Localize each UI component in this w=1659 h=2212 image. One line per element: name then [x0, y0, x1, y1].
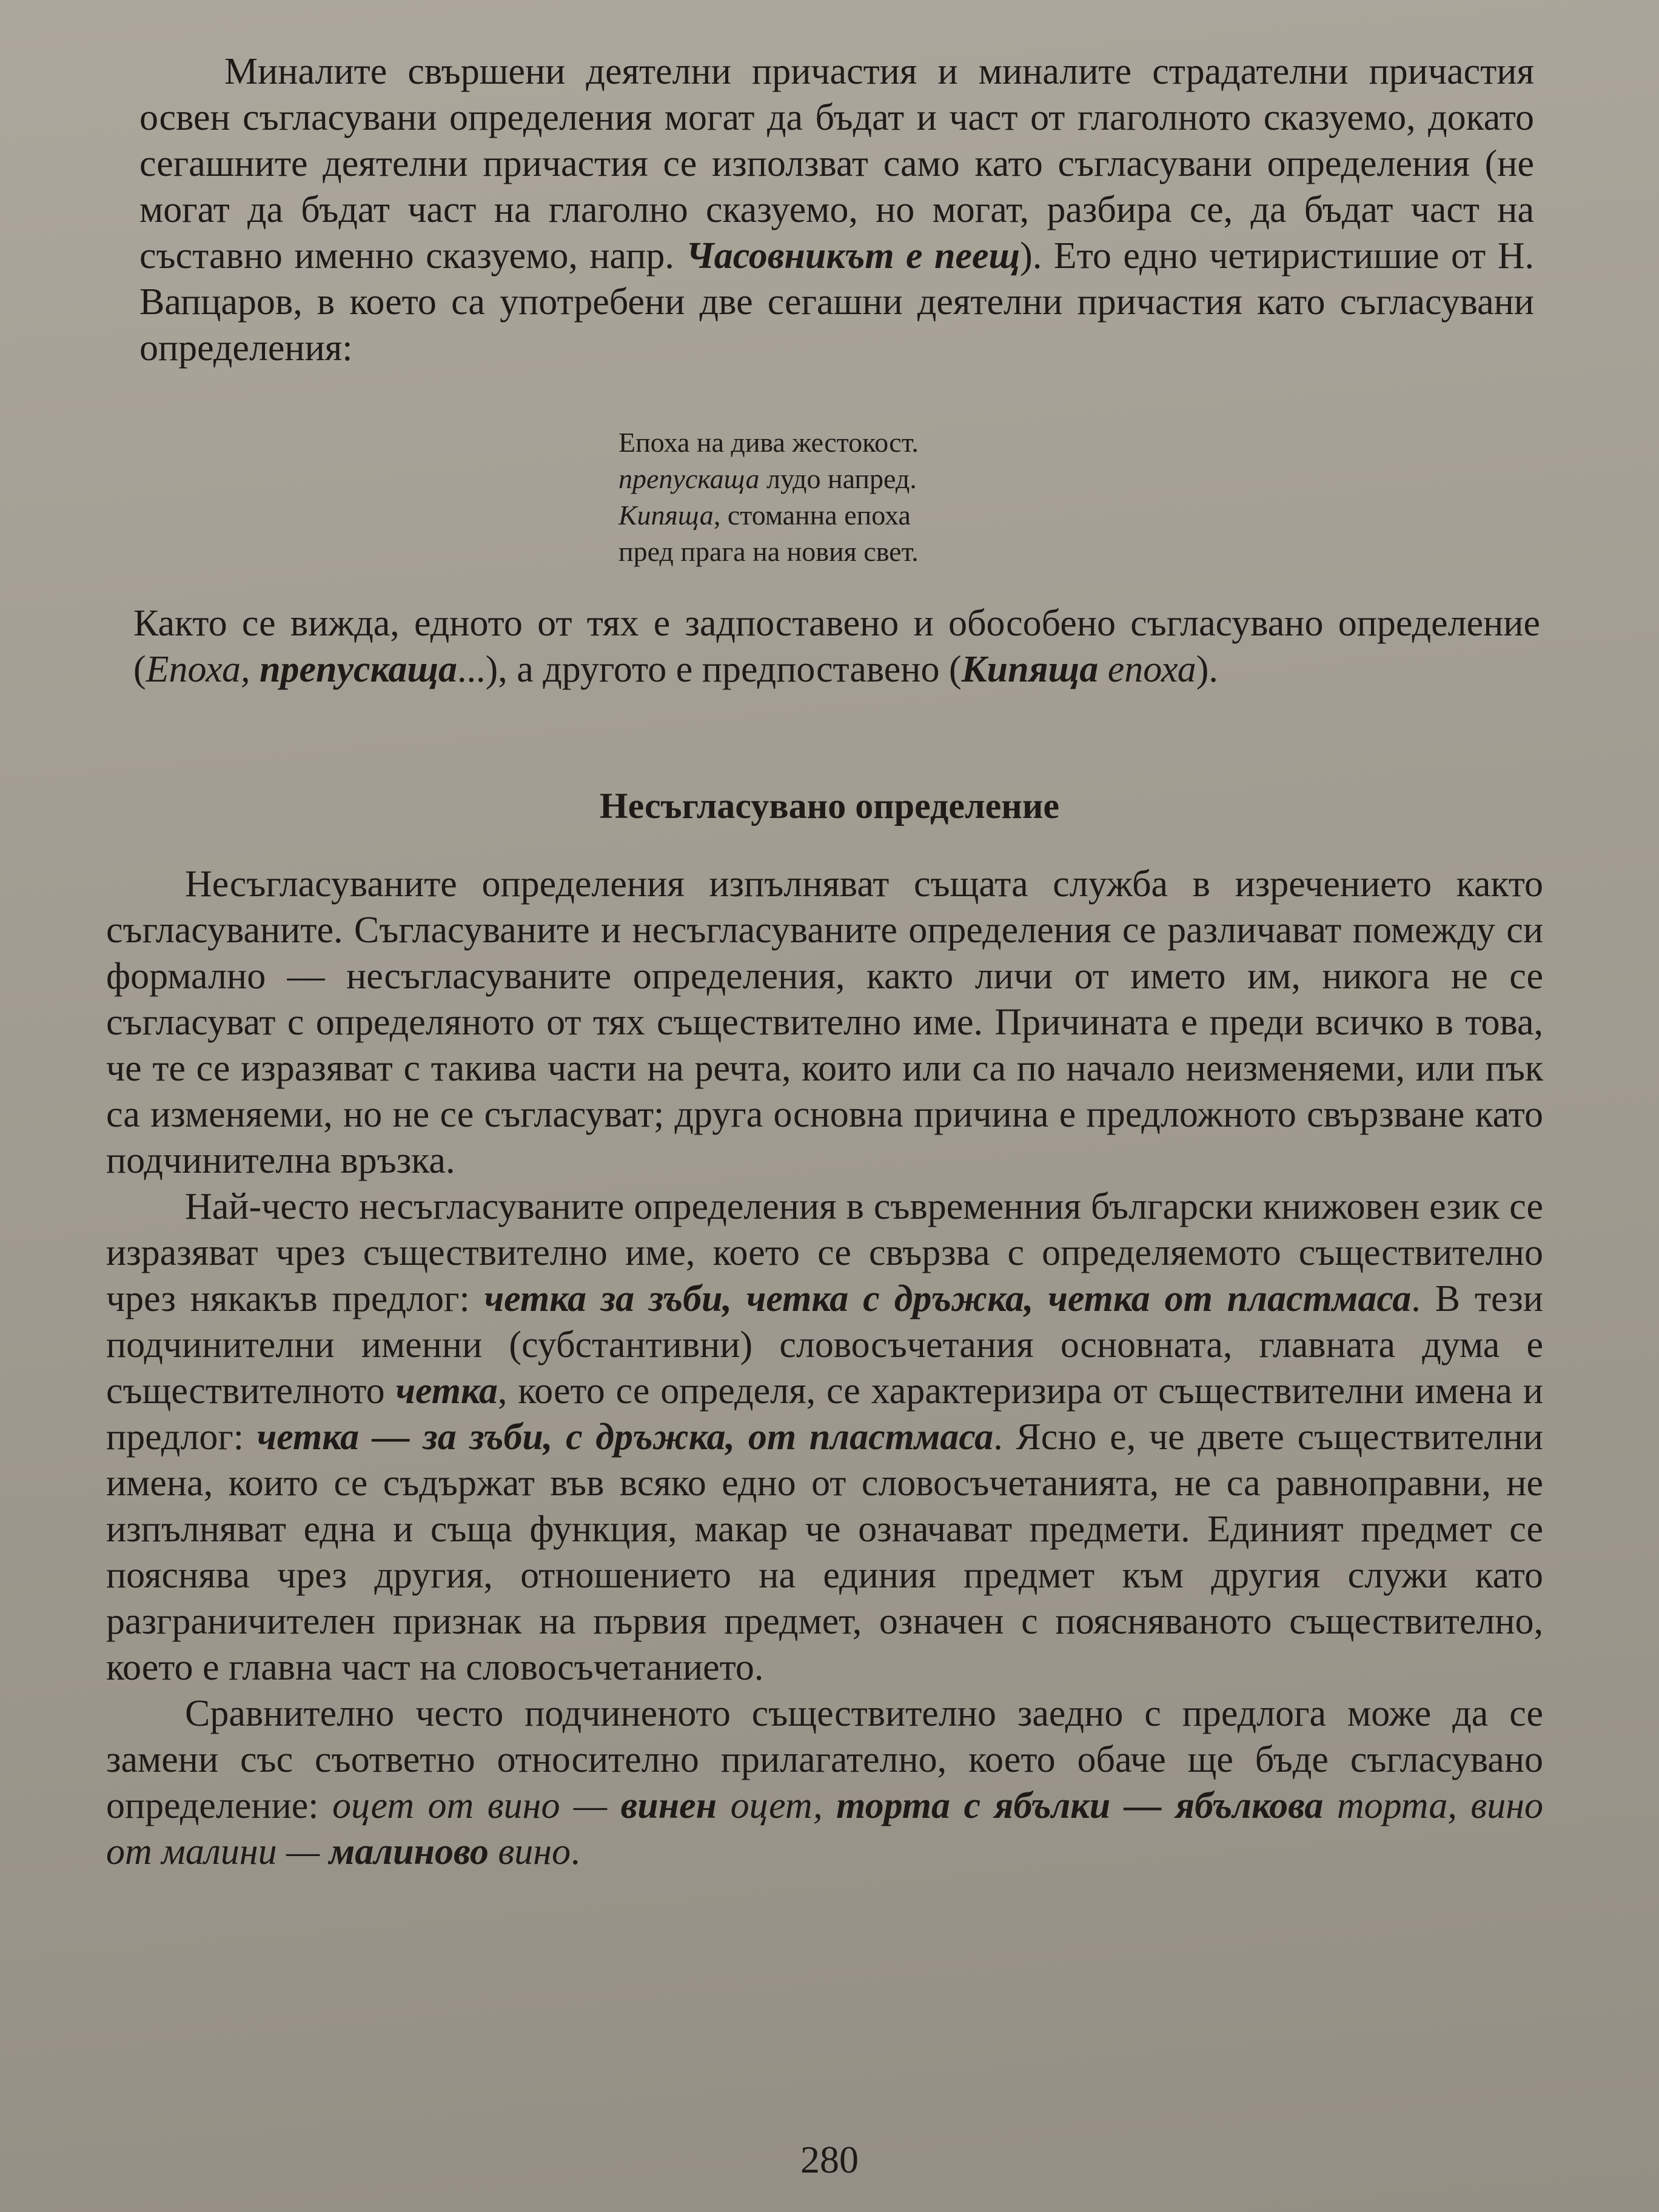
example-phrase: торта: [1323, 1785, 1448, 1826]
separator: —: [1110, 1785, 1176, 1826]
separator: —: [276, 1831, 329, 1872]
separator: ,: [1447, 1785, 1471, 1826]
page-number: 280: [800, 2138, 859, 2181]
example-phrase-bold: винен: [620, 1785, 717, 1826]
text-span: Миналите свършени деятелни причастия и миналите страдателни причастия освен съгласувани определения могат да бъдат и част от глаголното сказуемо, докато сегашните деятелни причастия се използват само като съгласувани определения (не могат да бъдат част на глаголно сказуемо, но могат, разбира се, да бъдат част на съставно именно сказуемо, напр.: [139, 51, 1534, 276]
paragraph-participles: [139, 49, 1534, 371]
example-phrase: оцет от вино: [332, 1785, 560, 1826]
example-phrase: четка — за зъби, с дръжка, от пластмаса: [256, 1416, 994, 1458]
poem-quote: [618, 424, 919, 570]
paragraph-after-poem: [133, 600, 1540, 692]
example-phrase: вино: [488, 1831, 571, 1872]
paragraph-substitution: [106, 1691, 1543, 1875]
example-word-bold: препускаща: [260, 649, 458, 690]
text-span: . В тези подчинителни именни (субстантивни) словосъчетания основната, главната дума е съществителното: [106, 1278, 1543, 1412]
example-phrase: Часовникът е пеещ: [686, 235, 1021, 276]
text-span: .: [571, 1831, 580, 1872]
text-span: ...), а другото е предпоставено (: [457, 649, 962, 690]
separator: ,: [813, 1785, 837, 1826]
text-span: ).: [1196, 649, 1218, 690]
example-word: епоха: [1098, 649, 1196, 690]
main-text: [106, 861, 1543, 1875]
text-span: Най-често несъгласуваните определения в съвременния български книжовен език се изразяват чрез съществително име, което се свързва с определяемото съществително чрез някакъв предлог:: [106, 1186, 1543, 1319]
text-span: . Ясно е, че двете съществителни имена, които се съдържат във всяко едно от словосъчетанията, не са равноправни, не изпълняват една и съща функция, макар че означават предмети. Единият предмет се пояснява чрез другия, отношението на единия предмет към другия служи като разграничителен признак на първия предмет, означен с поясняваното съществително, което е главна част на словосъчетанието.: [106, 1416, 1543, 1688]
poem-line-2: [618, 461, 919, 497]
example-phrase: вино от малини: [106, 1785, 1544, 1872]
example-word-bold: Кипяща: [961, 649, 1099, 690]
poem-line-3: [618, 497, 919, 534]
section-heading: Несъгласувано определение: [599, 786, 1060, 826]
separator: —: [560, 1785, 621, 1826]
paragraph-examples: [106, 1184, 1543, 1691]
example-phrase-bold: малиново: [329, 1831, 489, 1872]
text-span: Сравнително често подчиненото съществително заедно с предлога може да се замени със съответно относително прилагателно, което обаче ще бъде съгласувано определение:: [106, 1693, 1543, 1826]
example-phrase: четка за зъби, четка с дръжка, четка от пластмаса: [484, 1278, 1412, 1319]
example-phrase: четка: [395, 1370, 498, 1412]
text-span: , което се определя, се характеризира от съществителни имена и предлог:: [106, 1370, 1543, 1458]
example-phrase-bold: торта с ябълки: [836, 1785, 1111, 1826]
example-word: Епоха,: [146, 649, 260, 690]
text-span: Както се вижда, едното от тях е задпоставено и обособено съгласувано определение (: [133, 603, 1540, 690]
example-phrase: оцет: [717, 1785, 814, 1826]
poem-italic-word: препускаща: [618, 463, 760, 494]
poem-line-1: Епоха на дива жестокост.: [618, 427, 919, 458]
poem-text: лудо напред.: [759, 463, 917, 494]
paragraph-definition: Несъгласуваните определения изпълняват същата служба в изречението както съгласуваните. Съгласуваните и несъгласуваните определения се различават помежду си формално — несъгласуваните определения, както личи от името им, никога не се съгласуват с определяното от тях съществително име. Причината е преди всичко в това, че те се изразяват с такива части на речта, които или са по начало неизменяеми, или пък са изменяеми, но не се съгласуват; друга основна причина е предложното свързване като подчинителна връзка.: [106, 863, 1543, 1181]
poem-italic-word: Кипяща: [618, 500, 714, 531]
poem-text: , стоманна епоха: [713, 500, 911, 531]
text-span: ). Ето едно четиристишие от Н. Вапцаров, в което са употребени две сегашни деятелни причастия като съгласувани определения:: [139, 235, 1534, 369]
poem-line-4: пред прага на новия свет.: [618, 536, 919, 567]
example-phrase-bold: ябълкова: [1175, 1785, 1324, 1826]
